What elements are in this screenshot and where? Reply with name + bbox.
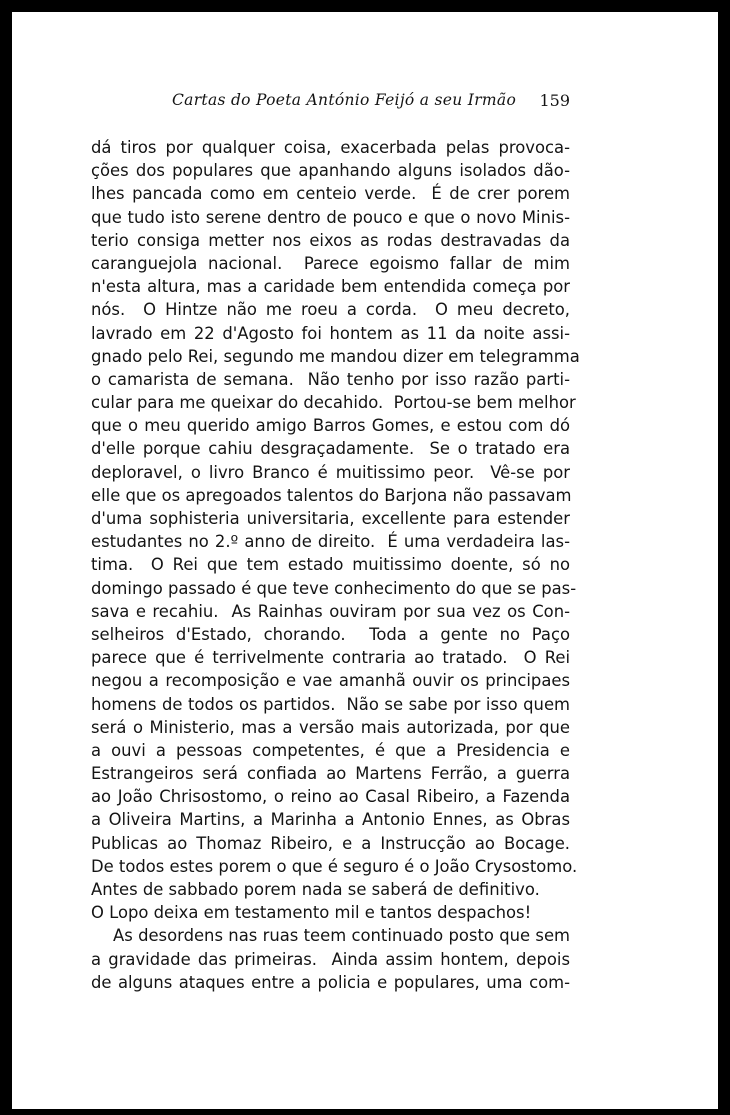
- text-line: lhes pancada como em centeio verde. É de crer porem: [91, 184, 570, 204]
- text-line: domingo passado é que teve conhecimento do que se pas-: [91, 578, 577, 598]
- text-line: caranguejola nacional. Parece egoismo fallar de mim: [91, 253, 570, 273]
- text-line: o camarista de semana. Não tenho por isso razão parti-: [91, 369, 570, 389]
- text-line: cular para me queixar do decahido. Portou-se bem melhor: [91, 393, 576, 413]
- text-line: n'esta altura, mas a caridade bem entendida começa por: [91, 277, 570, 297]
- running-header: [172, 91, 572, 115]
- text-line: O Lopo deixa em testamento mil e tantos despachos!: [91, 903, 532, 923]
- text-line: nós. O Hintze não me roeu a corda. O meu decreto,: [91, 300, 570, 320]
- text-line: tima. O Rei que tem estado muitissimo doente, só no: [91, 555, 570, 575]
- text-line: As desordens nas ruas teem continuado posto que sem: [113, 926, 570, 946]
- text-line: d'elle porque cahiu desgraçadamente. Se o tratado era: [91, 439, 570, 459]
- scan-border-bottom: [0, 1109, 730, 1115]
- text-line: deploravel, o livro Branco é muitissimo peor. Vê-se por: [91, 462, 570, 482]
- page-number: 159: [539, 91, 570, 110]
- text-line: d'uma sophisteria universitaria, excellente para estender: [91, 509, 570, 528]
- text-line: a gravidade das primeiras. Ainda assim hontem, depois: [91, 949, 570, 969]
- text-line: a ouvi a pessoas competentes, é que a Presidencia e: [91, 740, 570, 760]
- text-line: ções dos populares que apanhando alguns isolados dão-: [91, 161, 570, 181]
- text-line: ao João Chrisostomo, o reino ao Casal Ribeiro, a Fazenda: [91, 787, 570, 807]
- text-line: Estrangeiros será confiada ao Martens Ferrão, a guerra: [91, 764, 570, 784]
- text-line: homens de todos os partidos. Não se sabe por isso quem: [91, 694, 570, 714]
- text-line: dá tiros por qualquer coisa, exacerbada pelas provoca-: [91, 138, 570, 157]
- letter-body: [91, 136, 580, 994]
- text-line: estudantes no 2.º anno de direito. É uma verdadeira las-: [91, 532, 570, 552]
- scan-border-right: [718, 0, 730, 1115]
- text-line: que tudo isto serene dentro de pouco e que o novo Minis-: [91, 207, 570, 227]
- text-line: Antes de sabbado porem nada se saberá de definitivo.: [91, 880, 540, 899]
- text-line: parece que é terrivelmente contraria ao tratado. O Rei: [91, 648, 570, 668]
- text-line: de alguns ataques entre a policia e populares, uma com-: [91, 972, 570, 992]
- text-line: que o meu querido amigo Barros Gomes, e estou com dó: [91, 416, 570, 436]
- text-line: sava e recahiu. As Rainhas ouviram por sua vez os Con-: [91, 601, 570, 621]
- scan-border-top: [0, 0, 730, 12]
- scan-border-left: [0, 0, 12, 1115]
- text-line: será o Ministerio, mas a versão mais autorizada, por que: [91, 717, 570, 737]
- text-line: negou a recomposição e vae amanhã ouvir os principaes: [91, 671, 570, 691]
- text-line: elle que os apregoados talentos do Barjona não passavam: [91, 485, 572, 505]
- text-line: gnado pelo Rei, segundo me mandou dizer em telegramma: [91, 346, 580, 366]
- text-line: a Oliveira Martins, a Marinha a Antonio Ennes, as Obras: [91, 810, 570, 830]
- text-line: lavrado em 22 d'Agosto foi hontem as 11 da noite assi-: [91, 323, 570, 343]
- text-line: selheiros d'Estado, chorando. Toda a gente no Paço: [91, 624, 570, 644]
- text-line: Publicas ao Thomaz Ribeiro, e a Instrucção ao Bocage.: [91, 833, 570, 853]
- text-line: De todos estes porem o que é seguro é o João Crysostomo.: [91, 856, 578, 876]
- text-line: terio consiga metter nos eixos as rodas destravadas da: [91, 230, 570, 250]
- running-title: Cartas do Poeta António Feijó a seu Irmão: [172, 91, 517, 109]
